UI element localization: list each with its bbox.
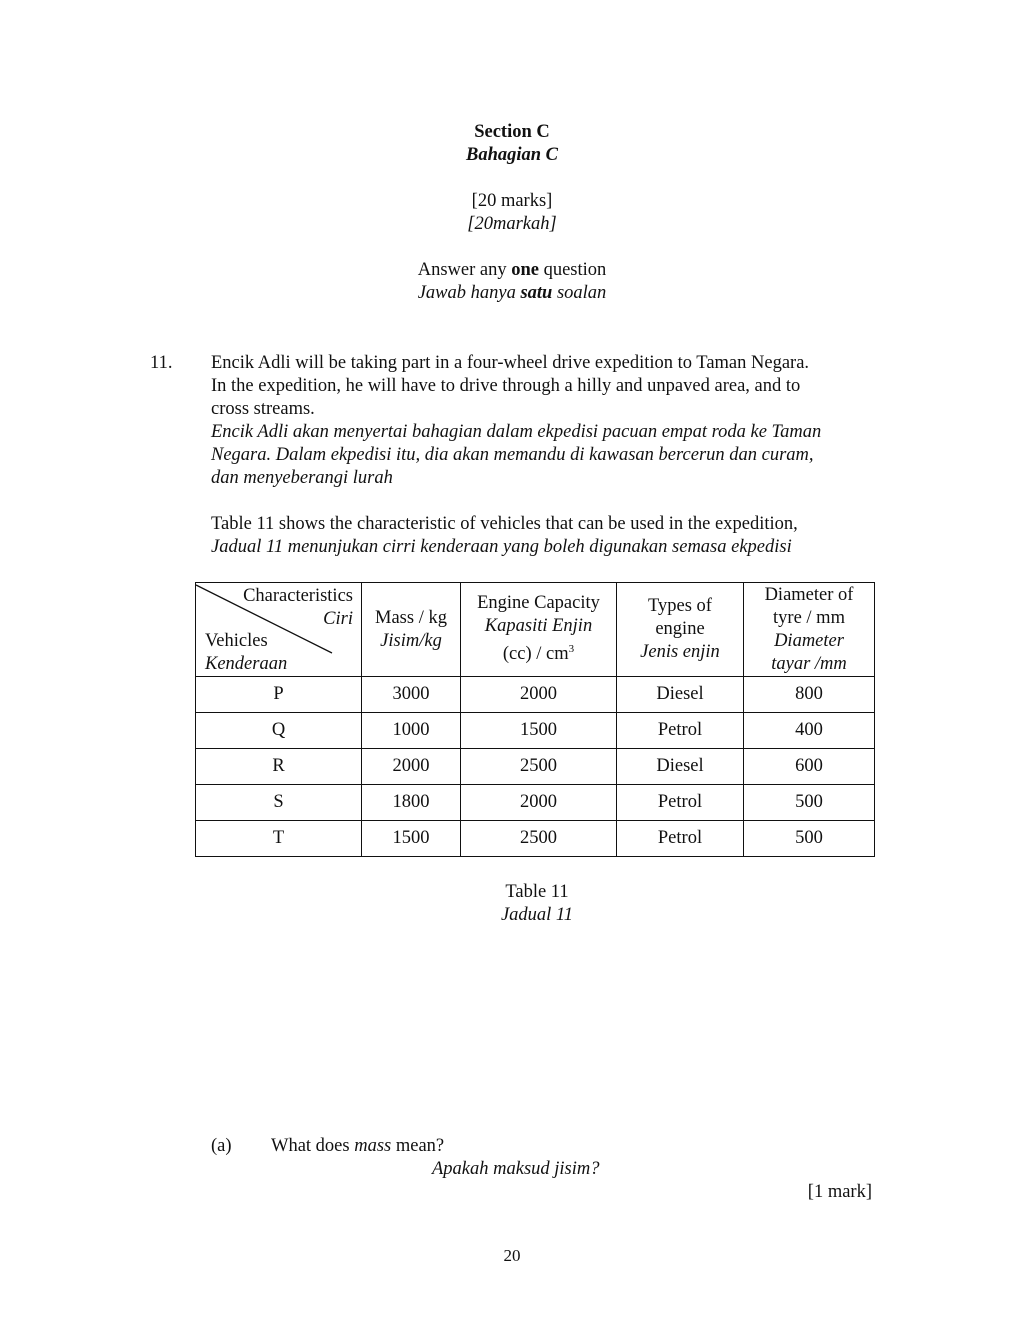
cell-vehicle: Q <box>196 713 362 749</box>
corner-bottom-label <box>205 630 287 676</box>
part-a-question-term: mass <box>354 1136 392 1156</box>
intro-line: cross streams. <box>211 399 315 419</box>
vehicles-label: Vehicles <box>205 631 268 651</box>
column-header-engine-type <box>617 583 744 677</box>
cell-tyre-diameter: 600 <box>744 749 875 785</box>
table-caption <box>437 881 637 927</box>
cell-vehicle: P <box>196 677 362 713</box>
column-header-text: Types of <box>648 596 712 616</box>
cell-mass: 2000 <box>362 749 461 785</box>
cell-vehicle: S <box>196 785 362 821</box>
part-a-question-text: What does <box>271 1136 355 1156</box>
column-header-text: Diameter of <box>764 584 854 605</box>
table-caption-text: Table 11 <box>505 882 569 902</box>
column-header-text-malay: Diameter <box>774 630 844 651</box>
part-a-label: (a) <box>211 1136 232 1156</box>
column-header-text-malay: tayar /mm <box>771 653 847 674</box>
cell-mass: 1000 <box>362 713 461 749</box>
table-caption-malay: Jadual 11 <box>500 905 574 925</box>
column-header-text: engine <box>655 619 705 639</box>
cell-engine-type: Petrol <box>617 713 744 749</box>
instruction-text: Answer any <box>417 260 512 280</box>
column-header-text-malay: Jenis enjin <box>640 642 720 662</box>
intro-line-malay: dan menyeberangi lurah <box>211 468 393 488</box>
instruction <box>312 259 712 282</box>
section-marks-malay: [20markah] <box>467 214 557 234</box>
column-header-text: tyre / mm <box>773 607 845 628</box>
instruction-malay-emphasis: satu <box>520 283 553 303</box>
column-header-text-malay: Kapasiti Enjin <box>484 616 593 637</box>
table-row <box>196 749 875 785</box>
section-title-malay: Bahagian C <box>465 145 559 165</box>
intro-line-malay: Encik Adli akan menyertai bahagian dalam ekpedisi pacuan empat roda ke Taman <box>211 422 822 442</box>
vehicle-characteristics-table <box>195 582 875 857</box>
column-header-unit <box>461 638 616 666</box>
section-title: Section C <box>474 122 550 142</box>
cell-mass: 3000 <box>362 677 461 713</box>
cell-tyre-diameter: 400 <box>744 713 875 749</box>
cell-engine-capacity: 2000 <box>461 677 617 713</box>
corner-top-label <box>243 585 353 631</box>
table-header-row <box>196 583 875 677</box>
instruction-malay-text: Jawab hanya <box>417 283 521 303</box>
section-header <box>312 121 712 305</box>
characteristics-label: Characteristics <box>243 586 353 606</box>
cell-mass: 1800 <box>362 785 461 821</box>
section-marks: [20 marks] <box>471 191 553 211</box>
column-header-text-malay: Jisim/kg <box>380 630 442 651</box>
question-body <box>211 352 901 559</box>
cell-tyre-diameter: 500 <box>744 785 875 821</box>
column-header-tyre-diameter <box>744 583 875 677</box>
unit-superscript: 3 <box>568 643 575 656</box>
cell-engine-type: Petrol <box>617 785 744 821</box>
cell-engine-type: Diesel <box>617 677 744 713</box>
instruction-malay-text-end: soalan <box>552 283 607 303</box>
intro-line: In the expedition, he will have to drive through a hilly and unpaved area, and to <box>211 376 801 396</box>
part-a-marks: [1 mark] <box>807 1182 872 1202</box>
page-number: 20 <box>503 1246 521 1265</box>
table-intro-malay: Jadual 11 menunjukan cirri kenderaan yang boleh digunakan semasa ekpedisi <box>211 537 792 557</box>
cell-engine-capacity: 1500 <box>461 713 617 749</box>
cell-engine-capacity: 2500 <box>461 749 617 785</box>
table-row <box>196 677 875 713</box>
table-row <box>196 821 875 857</box>
cell-tyre-diameter: 800 <box>744 677 875 713</box>
corner-header-cell <box>196 583 362 677</box>
intro-line-malay: Negara. Dalam ekpedisi itu, dia akan memandu di kawasan bercerun dan curam, <box>211 445 814 465</box>
table-row <box>196 713 875 749</box>
characteristics-label-malay: Ciri <box>323 609 353 629</box>
part-a-question-malay: Apakah maksud jisim? <box>432 1159 600 1179</box>
cell-tyre-diameter: 500 <box>744 821 875 857</box>
unit-text: (cc) / cm <box>502 644 569 665</box>
cell-engine-type: Petrol <box>617 821 744 857</box>
column-header-mass <box>362 583 461 677</box>
column-header-text: Engine Capacity <box>477 593 600 614</box>
table-row <box>196 785 875 821</box>
instruction-malay <box>312 282 712 305</box>
cell-engine-capacity: 2000 <box>461 785 617 821</box>
cell-engine-type: Diesel <box>617 749 744 785</box>
table-intro: Table 11 shows the characteristic of vehicles that can be used in the expedition, <box>211 514 798 534</box>
cell-vehicle: R <box>196 749 362 785</box>
question-number: 11. <box>150 353 173 373</box>
vehicles-label-malay: Kenderaan <box>205 654 288 674</box>
intro-line: Encik Adli will be taking part in a four-wheel drive expedition to Taman Negara. <box>211 353 810 373</box>
cell-vehicle: T <box>196 821 362 857</box>
part-a-question <box>271 1135 444 1158</box>
cell-engine-capacity: 2500 <box>461 821 617 857</box>
instruction-text-end: question <box>538 260 607 280</box>
cell-mass: 1500 <box>362 821 461 857</box>
instruction-emphasis: one <box>511 260 539 280</box>
part-a-question-text-end: mean? <box>391 1136 445 1156</box>
column-header-text: Mass / kg <box>375 607 447 628</box>
column-header-engine-capacity <box>461 583 617 677</box>
